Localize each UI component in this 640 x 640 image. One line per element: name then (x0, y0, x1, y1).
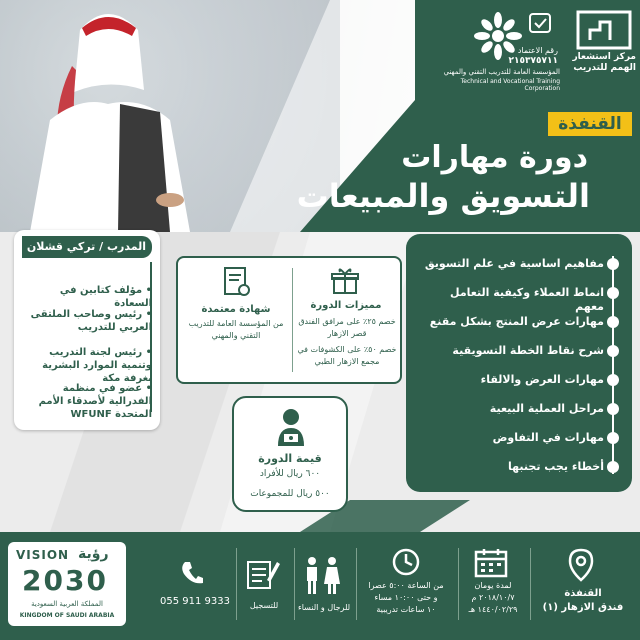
date-hijri: ١٤٤٠/٠٢/٢٩ هـ (468, 605, 518, 614)
time-to: و حتى ١٠:٠٠ مساء (374, 593, 438, 602)
topic-item: مهارات العرض والالقاء (480, 373, 604, 386)
certificate-heading: شهادة معتمدة (201, 304, 271, 315)
register-form-icon (246, 558, 282, 590)
bottom-divider (356, 548, 357, 620)
features-divider (292, 268, 293, 372)
accreditation-number: ٢١٥٣٧٥٧١١ (508, 56, 558, 66)
price-heading: قيمة الدورة (258, 452, 322, 465)
bottom-divider (530, 548, 531, 620)
features-heading: مميزات الدورة (310, 300, 382, 311)
audience-label: للرجال و النساء (297, 603, 351, 612)
tvtc-logo (470, 8, 526, 64)
training-hours: ١٠ ساعات تدريبية (376, 605, 436, 614)
price-groups: ٥٠٠ ريال للمجموعات (250, 489, 330, 499)
vision-arabic: رؤية (78, 546, 109, 562)
trainer-name: المدرب / تركي قشلان (22, 236, 152, 258)
register-label[interactable]: للتسجيل (249, 601, 279, 610)
topic-bullet (607, 258, 619, 270)
gift-icon (330, 266, 360, 296)
topic-item: مراحل العملية البيعية (489, 402, 604, 415)
accreditation-label: رقم الاعتماد (517, 46, 558, 55)
topic-item: مهارات عرض المنتج بشكل مقنع (429, 315, 604, 328)
topic-bullet (607, 287, 619, 299)
course-title-line1: دورة مهارات (401, 140, 588, 175)
topic-bullet (607, 403, 619, 415)
price-individuals: ٦٠٠ ريال للأفراد (259, 469, 321, 479)
location-pin-icon (568, 548, 594, 582)
accreditation-icon (526, 12, 554, 36)
topic-item: مفاهيم اساسية في علم التسويق (424, 257, 604, 270)
bottom-divider (458, 548, 459, 620)
phone-number[interactable]: 055 911 9333 (160, 596, 230, 607)
topic-bullet (607, 461, 619, 473)
vision-2030-logo (8, 542, 126, 626)
topic-item: أخطاء يجب تجنبها (508, 460, 604, 473)
vision-country-en: KINGDOM OF SAUDI ARABIA (19, 612, 115, 619)
trainer-credential: • مؤلف كتابين في السعادة (59, 285, 152, 309)
topics-card (406, 234, 632, 492)
phone-icon (180, 560, 204, 586)
location-city: القنفذة (564, 588, 602, 599)
center-name: مركز استشعار الهمم للتدريب (572, 52, 636, 73)
vision-word: VISION (16, 548, 70, 562)
person-money-icon (276, 408, 306, 448)
duration-label: لمدة يومان (474, 581, 512, 590)
tvtc-name-arabic: المؤسسة العامة للتدريب التقني والمهني (443, 68, 560, 76)
time-from: من الساعة ٥:٠٠ عصرا (368, 581, 444, 590)
presenter-image (20, 0, 220, 232)
city-tag: القنفذة (548, 112, 632, 136)
topic-bullet (607, 374, 619, 386)
certificate-icon (222, 266, 252, 300)
trainer-credential: • رئيس لجنة التدريب وتنمية الموارد البشرية بغرفة مكة (42, 347, 152, 384)
certificate-text: من المؤسسة العامة للتدريب التقني والمهني (188, 319, 284, 340)
clock-icon (392, 548, 420, 576)
features-line2: خصم ٥٠٪ على الكشوفات في مجمع الازهار الطبي (297, 345, 397, 366)
topic-bullet (607, 316, 619, 328)
topic-bullet (607, 432, 619, 444)
features-line1: خصم ٢٥٪ على مرافق الفندق قصر الازهار (298, 317, 396, 338)
location-venue: فندق الازهار (١) (542, 602, 624, 613)
center-logo (576, 10, 632, 50)
course-title-line2: التسويق والمبيعات (296, 177, 590, 215)
vision-year: 2030 (22, 564, 108, 597)
trainer-credential: • رئيس وصاحب الملتقى العربي للتدريب (30, 309, 152, 333)
topic-bullet (607, 345, 619, 357)
topic-item: انماط العملاء وكيفية التعامل معهم (450, 286, 604, 313)
tvtc-name-english: Technical and Vocational Training Corporation (460, 78, 560, 92)
date-gregorian: ٢٠١٨/١٠/٧ م (471, 593, 515, 602)
calendar-icon (474, 548, 508, 578)
men-women-icon (300, 556, 344, 596)
vision-country-ar: المملكة العربية السعودية (31, 600, 103, 608)
trainer-credential: • عضو في منظمة الفدرالية لأصدقاء الأمم المتحدة WFUNF (38, 383, 152, 420)
topic-item: مهارات في التفاوض (492, 431, 604, 444)
topic-item: شرح نقاط الخطة التسويقية (452, 344, 604, 357)
